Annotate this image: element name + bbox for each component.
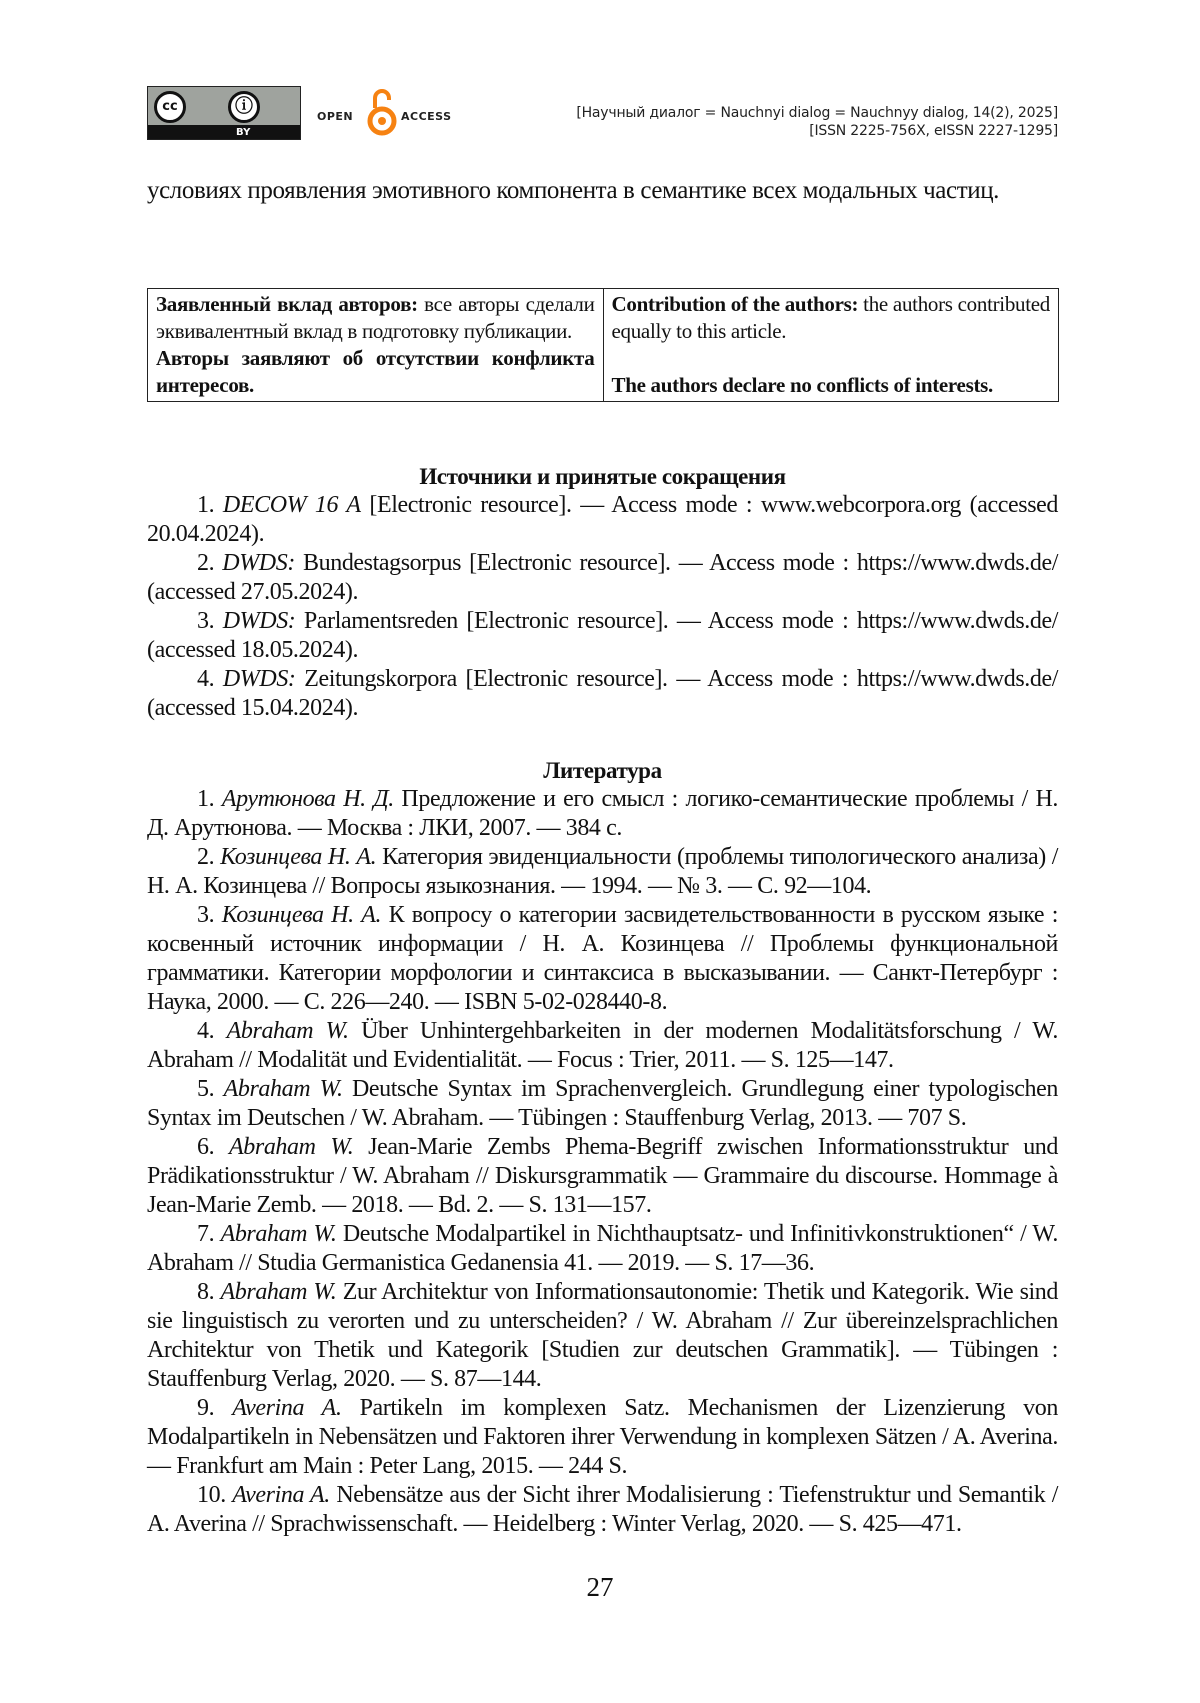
reference-number: 8. [197, 1279, 221, 1305]
reference-number: 3. [197, 608, 223, 634]
reference-author: Averina A. [232, 1395, 341, 1421]
ru-contribution-label: Заявленный вклад авторов: [156, 292, 418, 316]
reference-item [147, 1481, 1058, 1539]
reference-text: Deutsche Syntax im Sprachenvergleich. Grundlegung einer typologischen Syntax im Deutschen / W. Abraham. — Tübingen : Stauffenburg Verlag, 2013. — 707 S. [147, 1076, 1058, 1131]
reference-text: Категория эвиденциальности (проблемы типологического анализа) / Н. А. Козинцева // Вопросы языкознания. — 1994. — № 3. — С. 92—104. [147, 844, 1058, 899]
reference-item [147, 785, 1058, 843]
attribution-person-icon: ⓘ [228, 91, 260, 123]
reference-author: DWDS: [223, 666, 296, 692]
reference-text: Zeitungskorpora [Electronic resource]. — Access mode : https://www.dwds.de/ (accessed 15.04.2024). [147, 666, 1058, 721]
journal-citation: [Научный диалог = Nauchnyi dialog = Nauchnyy dialog, 14(2), 2025] [576, 104, 1058, 122]
literature-list [147, 785, 1058, 1539]
reference-number: 5. [197, 1076, 224, 1102]
reference-number: 6. [197, 1134, 229, 1160]
intro-paragraph: условиях проявления эмотивного компонента в семантике всех модальных частиц. [147, 174, 1058, 208]
reference-item [147, 665, 1058, 723]
journal-issn: [ISSN 2225-756X, eISSN 2227-1295] [576, 122, 1058, 140]
ru-contribution-text: все авторы сделали эквивалентный вклад в подготовку публикации. [156, 292, 595, 343]
cc-icon: cc [154, 91, 186, 123]
open-access-lock-icon [367, 86, 397, 136]
journal-info [576, 104, 1058, 140]
reference-item [147, 607, 1058, 665]
sources-list [147, 491, 1058, 723]
reference-text: [Electronic resource]. — Access mode : www.webcorpora.org (accessed 20.04.2024). [147, 492, 1058, 547]
en-contribution-label: Contribution of the authors: [612, 292, 859, 316]
reference-author: Abraham W. [224, 1076, 343, 1102]
reference-author: DWDS: [223, 608, 296, 634]
reference-author: Abraham W. [221, 1279, 337, 1305]
reference-author: Арутюнова Н. Д. [222, 786, 394, 812]
reference-item [147, 1075, 1058, 1133]
reference-item [147, 549, 1058, 607]
reference-text: Предложение и его смысл : логико-семантические проблемы / Н. Д. Арутюнова. — Москва : ЛКИ, 2007. — 384 с. [147, 786, 1058, 841]
reference-author: DECOW 16 A [223, 492, 361, 518]
reference-author: Abraham W. [229, 1134, 353, 1160]
reference-text: Jean-Marie Zembs Phema-Begriff zwischen Informationsstruktur und Prädikationsstruktur / W. Abraham // Diskursgrammatik — Grammaire du discourse. Hommage à Jean-Marie Zemb. — 2018. — Bd. 2. — S. 131—157. [147, 1134, 1058, 1218]
en-contribution-text: the authors contributed equally to this article. [612, 292, 1051, 343]
reference-number: 1. [197, 786, 222, 812]
by-label: BY [236, 127, 250, 138]
contribution-en-cell [603, 289, 1059, 402]
reference-text: Partikeln im komplexen Satz. Mechanismen der Lizenzierung von Modalpartikeln in Nebensätzen und Faktoren ihrer Verwendung in komplexen Sätzen / A. Averina. — Frankfurt am Main : Peter Lang, 2015. — 244 S. [147, 1395, 1058, 1479]
reference-text: Parlamentsreden [Electronic resource]. — Access mode : https://www.dwds.de/ (accessed 18.05.2024). [147, 608, 1058, 663]
reference-author: Averina A. [232, 1482, 330, 1508]
reference-text: Über Unhintergehbarkeiten in der modernen Modalitätsforschung / W. Abraham // Modalität und Evidentialität. — Focus : Trier, 2011. — S. 125—147. [147, 1018, 1058, 1073]
reference-number: 4. [197, 1018, 227, 1044]
reference-text: Nebensätze aus der Sicht ihrer Modalisierung : Tiefenstruktur und Semantik / A. Averina // Sprachwissenschaft. — Heidelberg : Winter Verlag, 2020. — S. 425—471. [147, 1482, 1058, 1537]
ru-conflict-statement: Авторы заявляют об отсутствии конфликта интересов. [156, 346, 595, 397]
reference-item [147, 491, 1058, 549]
reference-number: 2. [197, 550, 222, 576]
open-access-logo [317, 86, 467, 140]
contribution-ru-cell [148, 289, 604, 402]
page-header [147, 86, 1058, 142]
cc-by-license-badge [147, 86, 301, 140]
reference-author: Козинцева Н. А. [222, 902, 381, 928]
reference-number: 9. [197, 1395, 232, 1421]
en-conflict-statement: The authors declare no conflicts of interests. [612, 373, 993, 397]
contribution-table [147, 288, 1059, 402]
sources-heading: Источники и принятые сокращения [147, 462, 1058, 491]
reference-author: DWDS: [222, 550, 295, 576]
reference-text: Deutsche Modalpartikel in Nichthauptsatz- und Infinitivkonstruktionen“ / W. Abraham // Studia Germanistica Gedanensia 41. — 2019. — S. 17—36. [147, 1221, 1058, 1276]
reference-text: К вопросу о категории засвидетельствованности в русском языке : косвенный источник информации / Н. А. Козинцева // Проблемы функциональной грамматики. Категории морфологии и синтаксиса в высказывании. — Санкт-Петербург : Наука, 2000. — С. 226—240. — ISBN 5-02-028440-8. [147, 902, 1058, 1015]
reference-text: Bundestagsorpus [Electronic resource]. — Access mode : https://www.dwds.de/ (accessed 27.05.2024). [147, 550, 1058, 605]
page-number: 27 [0, 1572, 1200, 1603]
reference-number: 4. [197, 666, 223, 692]
reference-item [147, 1133, 1058, 1220]
access-label: ACCESS [401, 110, 452, 123]
reference-item [147, 843, 1058, 901]
reference-number: 7. [197, 1221, 221, 1247]
reference-author: Козинцева Н. А. [220, 844, 376, 870]
open-label: OPEN [317, 110, 353, 123]
reference-item [147, 901, 1058, 1017]
reference-author: Abraham W. [221, 1221, 337, 1247]
reference-item [147, 1220, 1058, 1278]
reference-number: 3. [197, 902, 222, 928]
reference-item [147, 1394, 1058, 1481]
reference-author: Abraham W. [227, 1018, 349, 1044]
literature-section [147, 756, 1058, 1539]
reference-number: 10. [197, 1482, 232, 1508]
reference-number: 2. [197, 844, 220, 870]
sources-section [147, 462, 1058, 723]
reference-text: Zur Architektur von Informationsautonomie: Thetik und Kategorik. Wie sind sie linguistisch zu verorten und zu unterscheiden? / W. Abraham // Zur übereinzelsprachlichen Architektur von Thetik und Kategorik [Studien zur deutschen Grammatik]. — Tübingen : Stauffenburg Verlag, 2020. — S. 87—144. [147, 1279, 1058, 1392]
reference-number: 1. [197, 492, 223, 518]
literature-heading: Литература [147, 756, 1058, 785]
reference-item [147, 1017, 1058, 1075]
reference-item [147, 1278, 1058, 1394]
